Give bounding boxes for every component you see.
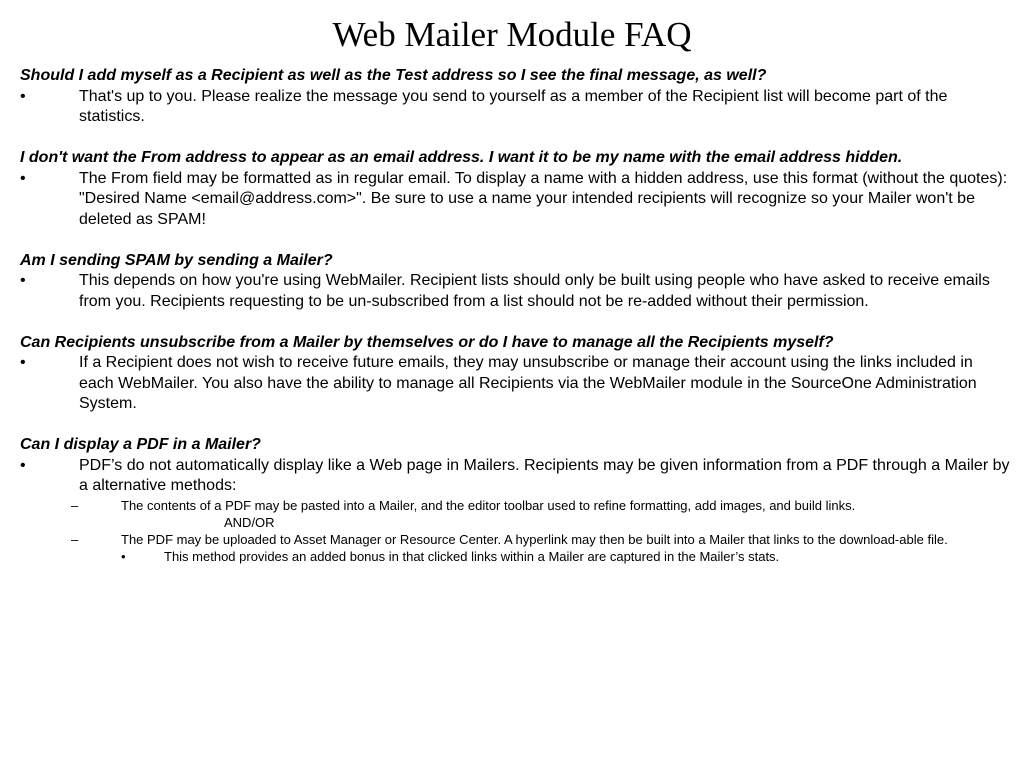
- dash-marker: –: [71, 497, 79, 513]
- faq-list: [20, 66, 1010, 585]
- faq-answer-text: PDF’s do not automatically display like a Web page in Mailers. Recipients may be given information from a PDF through a Mailer by a alternative methods:: [79, 456, 1010, 494]
- faq-answer: [20, 87, 1010, 128]
- faq-answer: [20, 456, 1010, 497]
- method-text: The contents of a PDF may be pasted into a Mailer, and the editor toolbar used to refine formatting, add images, and build links.: [121, 497, 856, 513]
- faq-question: Should I add myself as a Recipient as well as the Test address so I see the final message, as well?: [20, 67, 767, 84]
- faq-item: [20, 333, 1010, 415]
- small-bullet-marker: •: [121, 548, 126, 564]
- bullet-marker: •: [20, 354, 26, 371]
- method-text: The PDF may be uploaded to Asset Manager or Resource Center. A hyperlink may then be built into a Mailer that links to the download-able file.: [121, 531, 948, 547]
- faq-answer-text: The From field may be formatted as in regular email. To display a name with a hidden address, use this format (without the quotes): "Desired Name <email@address.com>". Be sure to use a name your intended recipients will recognize so your Mailer won't be deleted as SPAM!: [79, 169, 1008, 228]
- bullet-marker: •: [20, 272, 26, 289]
- faq-answer: [20, 271, 1010, 312]
- page-title: Web Mailer Module FAQ: [332, 15, 692, 54]
- faq-item: [20, 66, 1010, 128]
- faq-item: [20, 435, 1010, 565]
- method-item: [20, 531, 1010, 548]
- faq-answer-text: If a Recipient does not wish to receive future emails, they may unsubscribe or manage their account using the links included in each WebMailer. You also have the ability to manage all Recipients via the WebMailer module in the SourceOne Administration System.: [79, 354, 977, 412]
- bullet-marker: •: [20, 169, 26, 187]
- method-item: [20, 497, 1010, 514]
- bonus-note: [20, 548, 1010, 565]
- faq-question: I don't want the From address to appear as an email address. I want it to be my name with the email address hidden.: [20, 149, 903, 166]
- faq-answer: [20, 353, 1010, 415]
- faq-item: [20, 251, 1010, 313]
- faq-answer: [20, 169, 1010, 231]
- faq-question: Can Recipients unsubscribe from a Mailer by themselves or do I have to manage all the Recipients myself?: [20, 333, 834, 351]
- faq-question: Am I sending SPAM by sending a Mailer?: [20, 251, 333, 269]
- faq-item: [20, 148, 1010, 230]
- bullet-marker: •: [20, 87, 26, 105]
- andor-separator: AND/OR: [224, 514, 275, 530]
- bullet-marker: •: [20, 456, 26, 474]
- dash-marker: –: [71, 531, 79, 547]
- faq-answer-text: This depends on how you're using WebMailer. Recipient lists should only be built using people who have asked to receive emails from you. Recipients requesting to be un-subscribed from a list should not be re-added without their permission.: [79, 272, 990, 310]
- method-list: [20, 497, 1010, 565]
- bonus-note-text: This method provides an added bonus in that clicked links within a Mailer are captured in the Mailer’s stats.: [164, 548, 780, 564]
- faq-question: Can I display a PDF in a Mailer?: [20, 436, 261, 453]
- faq-answer-text: That's up to you. Please realize the message you send to yourself as a member of the Recipient list will become part of the statistics.: [79, 87, 948, 125]
